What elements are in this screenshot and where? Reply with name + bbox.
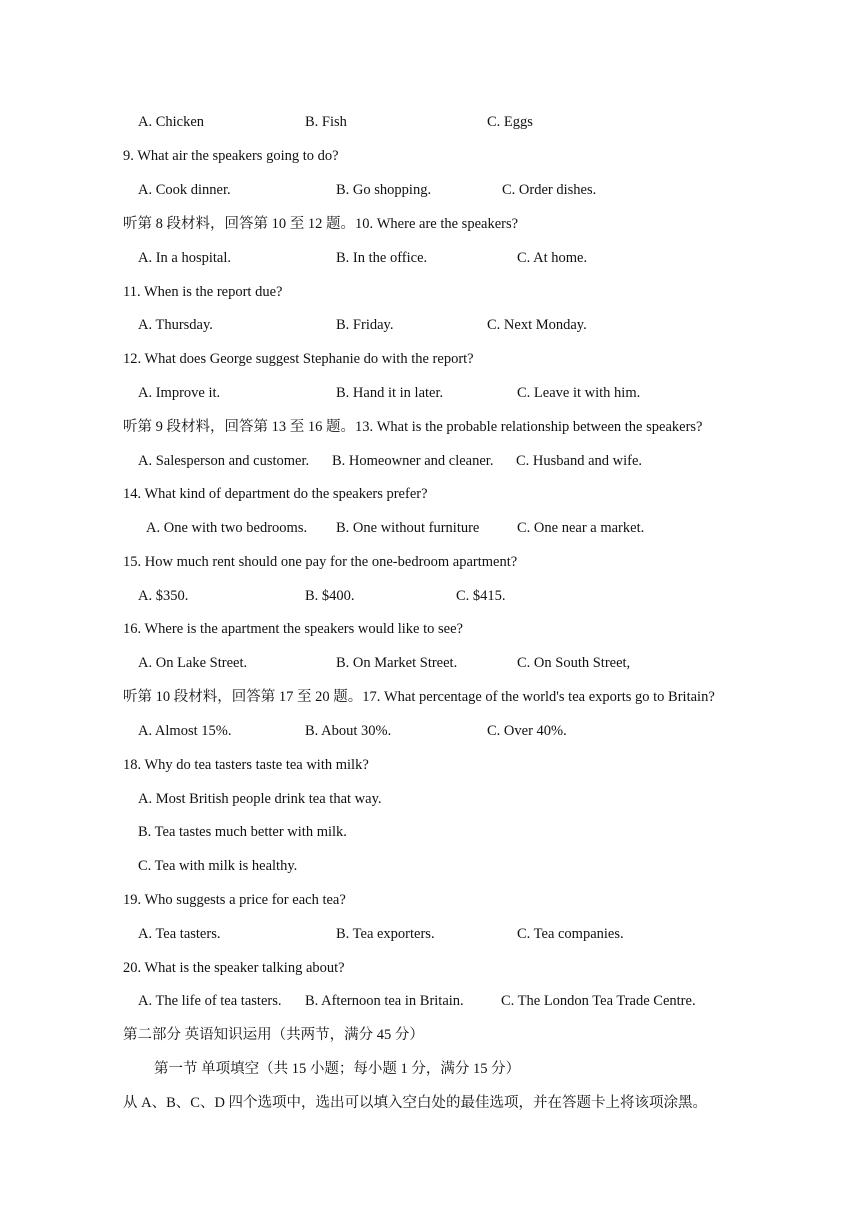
q11-option-c: C. Next Monday. xyxy=(487,317,587,333)
q10-option-a: A. In a hospital. xyxy=(138,250,232,266)
q8-option-a: A. Chicken xyxy=(138,114,205,130)
q11-option-a: A. Thursday. xyxy=(138,317,213,333)
q16-option-b: B. On Market Street. xyxy=(336,655,458,671)
q16-option-a: A. On Lake Street. xyxy=(138,655,248,671)
q17-option-c: C. Over 40%. xyxy=(487,723,567,739)
q17-option-a: A. Almost 15%. xyxy=(138,723,232,739)
q12-option-a: A. Improve it. xyxy=(138,385,221,401)
q12-question: 12. What does George suggest Stephanie do with the report? xyxy=(123,351,474,367)
q19-option-a: A. Tea tasters. xyxy=(138,926,221,942)
q12-option-b: B. Hand it in later. xyxy=(336,385,444,401)
q19-option-c: C. Tea companies. xyxy=(517,926,624,942)
section10-q17: 听第 10 段材料，回答第 17 至 20 题。17. What percentage of the world's tea exports go to Britain? xyxy=(123,689,715,705)
q20-question: 20. What is the speaker talking about? xyxy=(123,960,345,976)
q13-option-c: C. Husband and wife. xyxy=(516,453,643,469)
q9-option-c: C. Order dishes. xyxy=(502,182,597,198)
q8-option-c: C. Eggs xyxy=(487,114,533,130)
q14-option-a: A. One with two bedrooms. xyxy=(146,520,308,536)
q10-option-b: B. In the office. xyxy=(336,250,428,266)
q13-option-b: B. Homeowner and cleaner. xyxy=(332,453,494,469)
q8-option-b: B. Fish xyxy=(305,114,347,130)
q18-option-b: B. Tea tastes much better with milk. xyxy=(138,824,347,840)
q16-option-c: C. On South Street, xyxy=(517,655,631,671)
q15-option-a: A. $350. xyxy=(138,588,189,604)
q20-option-a: A. The life of tea tasters. xyxy=(138,993,282,1009)
q11-question: 11. When is the report due? xyxy=(123,284,283,300)
q13-option-a: A. Salesperson and customer. xyxy=(138,453,310,469)
q12-option-c: C. Leave it with him. xyxy=(517,385,641,401)
q9-question: 9. What air the speakers going to do? xyxy=(123,148,339,164)
q15-option-c: C. $415. xyxy=(456,588,506,604)
q14-option-b: B. One without furniture xyxy=(336,520,480,536)
q10-option-c: C. At home. xyxy=(517,250,588,266)
section1-heading: 第一节 单项填空（共 15 小题；每小题 1 分，满分 15 分） xyxy=(154,1061,521,1077)
q18-question: 18. Why do tea tasters taste tea with milk? xyxy=(123,757,369,773)
q11-option-b: B. Friday. xyxy=(336,317,394,333)
q17-option-b: B. About 30%. xyxy=(305,723,392,739)
q19-option-b: B. Tea exporters. xyxy=(336,926,435,942)
q9-option-b: B. Go shopping. xyxy=(336,182,432,198)
q19-question: 19. Who suggests a price for each tea? xyxy=(123,892,346,908)
instruction-text: 从 A、B、C、D 四个选项中，选出可以填入空白处的最佳选项，并在答题卡上将该项涂黑。 xyxy=(123,1095,708,1111)
q15-question: 15. How much rent should one pay for the one-bedroom apartment? xyxy=(123,554,518,570)
q20-option-b: B. Afternoon tea in Britain. xyxy=(305,993,464,1009)
q16-question: 16. Where is the apartment the speakers would like to see? xyxy=(123,621,463,637)
section8-q10: 听第 8 段材料，回答第 10 至 12 题。10. Where are the speakers? xyxy=(123,216,519,232)
section9-q13: 听第 9 段材料，回答第 13 至 16 题。13. What is the probable relationship between the speakers? xyxy=(123,419,703,435)
q18-option-c: C. Tea with milk is healthy. xyxy=(138,858,298,874)
q18-option-a: A. Most British people drink tea that way. xyxy=(138,791,382,807)
part2-heading: 第二部分 英语知识运用（共两节，满分 45 分） xyxy=(123,1027,424,1043)
q15-option-b: B. $400. xyxy=(305,588,355,604)
q14-option-c: C. One near a market. xyxy=(517,520,645,536)
q14-question: 14. What kind of department do the speakers prefer? xyxy=(123,486,428,502)
q9-option-a: A. Cook dinner. xyxy=(138,182,231,198)
q20-option-c: C. The London Tea Trade Centre. xyxy=(501,993,696,1009)
